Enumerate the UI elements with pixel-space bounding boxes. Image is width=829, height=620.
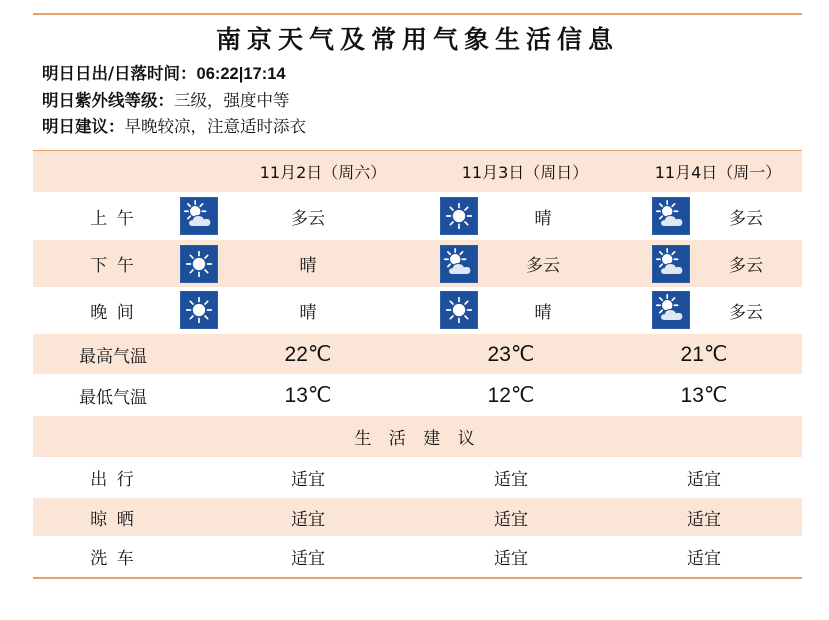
sunrise-sunset-value: 06:22|17:14 xyxy=(196,65,286,83)
advice-line xyxy=(42,113,306,137)
date-header-1: 11月2日（周六） xyxy=(259,163,387,182)
row-label-drying: 晾 晒 xyxy=(90,509,136,530)
day1-low-temp: 13℃ xyxy=(284,383,332,407)
low-temp-row xyxy=(33,374,802,416)
advice-value: 早晚较凉，注意适时添衣 xyxy=(124,117,306,136)
date-header-2: 11月3日（周日） xyxy=(461,163,589,182)
day2-afternoon-text: 多云 xyxy=(526,256,560,276)
day1-travel: 适宜 xyxy=(291,470,325,490)
date-header-row xyxy=(33,151,802,192)
day3-evening-icon xyxy=(652,291,690,329)
table-bottom-border xyxy=(33,577,802,579)
carwash-row xyxy=(33,536,802,577)
uv-label: 明日紫外线等级： xyxy=(42,91,174,110)
sunrise-sunset-label: 明日日出/日落时间： xyxy=(42,64,197,83)
day2-evening-text: 晴 xyxy=(534,303,552,323)
day2-low-temp: 12℃ xyxy=(487,383,535,407)
day3-travel: 适宜 xyxy=(687,470,721,490)
life-advice-section-row xyxy=(33,416,802,457)
high-temp-row xyxy=(33,334,802,374)
row-label-afternoon: 下 午 xyxy=(90,256,136,276)
day2-evening-icon xyxy=(440,291,478,329)
day2-afternoon-icon xyxy=(440,245,478,283)
day1-drying: 适宜 xyxy=(291,509,325,530)
page-title: 南京天气及常用气象生活信息 xyxy=(215,25,619,54)
day3-afternoon-text: 多云 xyxy=(729,256,763,276)
day2-carwash: 适宜 xyxy=(494,549,528,569)
life-advice-heading: 生 活 建 议 xyxy=(354,429,481,449)
advice-label: 明日建议： xyxy=(42,117,125,136)
uv-value: 三级，强度中等 xyxy=(174,91,290,110)
day3-morning-icon xyxy=(652,197,690,235)
evening-row xyxy=(33,287,802,334)
day3-afternoon-icon xyxy=(652,245,690,283)
top-divider xyxy=(33,13,802,15)
day3-drying: 适宜 xyxy=(687,509,721,530)
day1-morning-text: 多云 xyxy=(291,208,325,229)
row-label-evening: 晚 间 xyxy=(90,303,136,323)
sunrise-sunset-line xyxy=(42,60,286,84)
day1-high-temp: 22℃ xyxy=(284,342,332,366)
day2-morning-icon xyxy=(440,197,478,235)
day2-morning-text: 晴 xyxy=(534,208,552,229)
row-label-morning: 上 午 xyxy=(90,208,136,229)
uv-line xyxy=(42,87,290,111)
day2-high-temp: 23℃ xyxy=(487,342,535,366)
day1-afternoon-text: 晴 xyxy=(299,256,317,276)
day3-high-temp: 21℃ xyxy=(680,342,728,366)
day1-carwash: 适宜 xyxy=(291,549,325,569)
date-header-3: 11月4日（周一） xyxy=(654,163,782,182)
day1-morning-icon xyxy=(180,197,218,235)
row-label-low: 最低气温 xyxy=(79,387,147,408)
day3-low-temp: 13℃ xyxy=(680,383,728,407)
day3-evening-text: 多云 xyxy=(729,303,763,323)
drying-row xyxy=(33,498,802,536)
day1-evening-icon xyxy=(180,291,218,329)
day1-afternoon-icon xyxy=(180,245,218,283)
row-label-travel: 出 行 xyxy=(90,470,136,490)
day2-drying: 适宜 xyxy=(494,509,528,530)
day3-morning-text: 多云 xyxy=(729,208,763,229)
day1-evening-text: 晴 xyxy=(299,303,317,323)
weather-table xyxy=(33,151,802,577)
day3-carwash: 适宜 xyxy=(687,549,721,569)
day2-travel: 适宜 xyxy=(494,470,528,490)
row-label-high: 最高气温 xyxy=(79,346,147,367)
morning-row xyxy=(33,192,802,240)
travel-row xyxy=(33,457,802,498)
row-label-carwash: 洗 车 xyxy=(90,549,136,569)
afternoon-row xyxy=(33,240,802,287)
